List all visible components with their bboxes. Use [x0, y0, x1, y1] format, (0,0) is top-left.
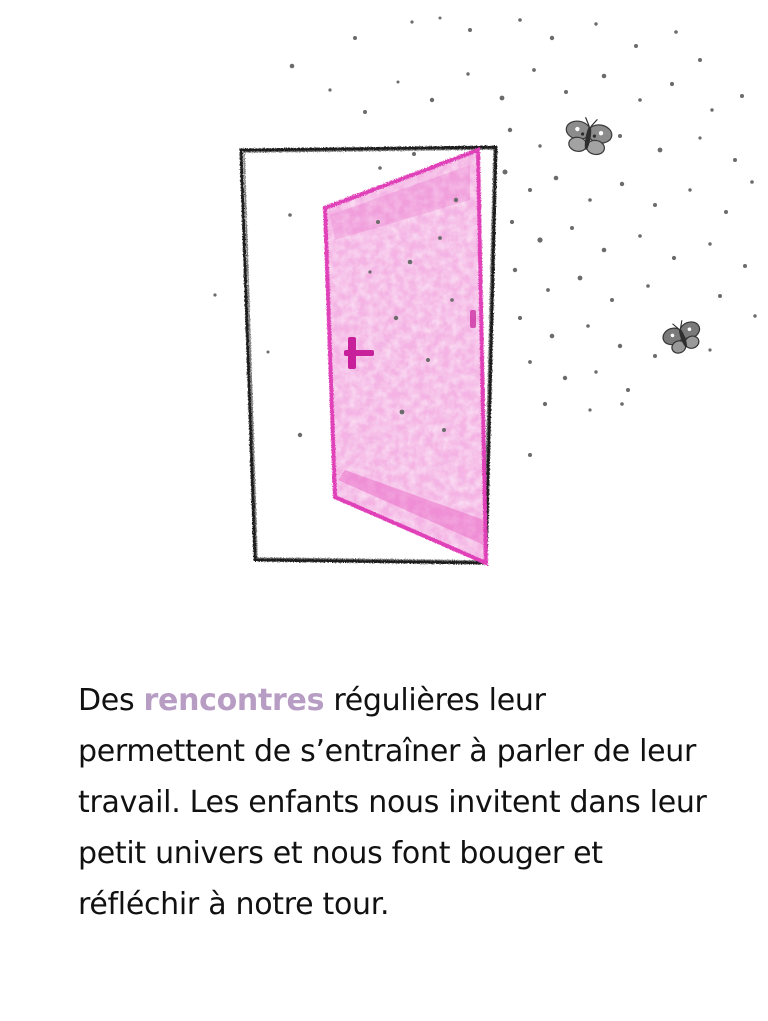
body-paragraph	[78, 675, 718, 930]
paragraph-rest: régulières leur permettent de s’entraîner à parler de leur travail. Les enfants nous invitent dans leur petit univers et nous font bouger et réfléchir à notre tour.	[78, 683, 707, 922]
highlighted-word: rencontres	[143, 683, 325, 718]
moth-icon	[563, 114, 614, 156]
dust-specks	[213, 17, 756, 458]
paragraph-intro: Des	[78, 683, 144, 718]
moth-icon	[659, 316, 705, 357]
